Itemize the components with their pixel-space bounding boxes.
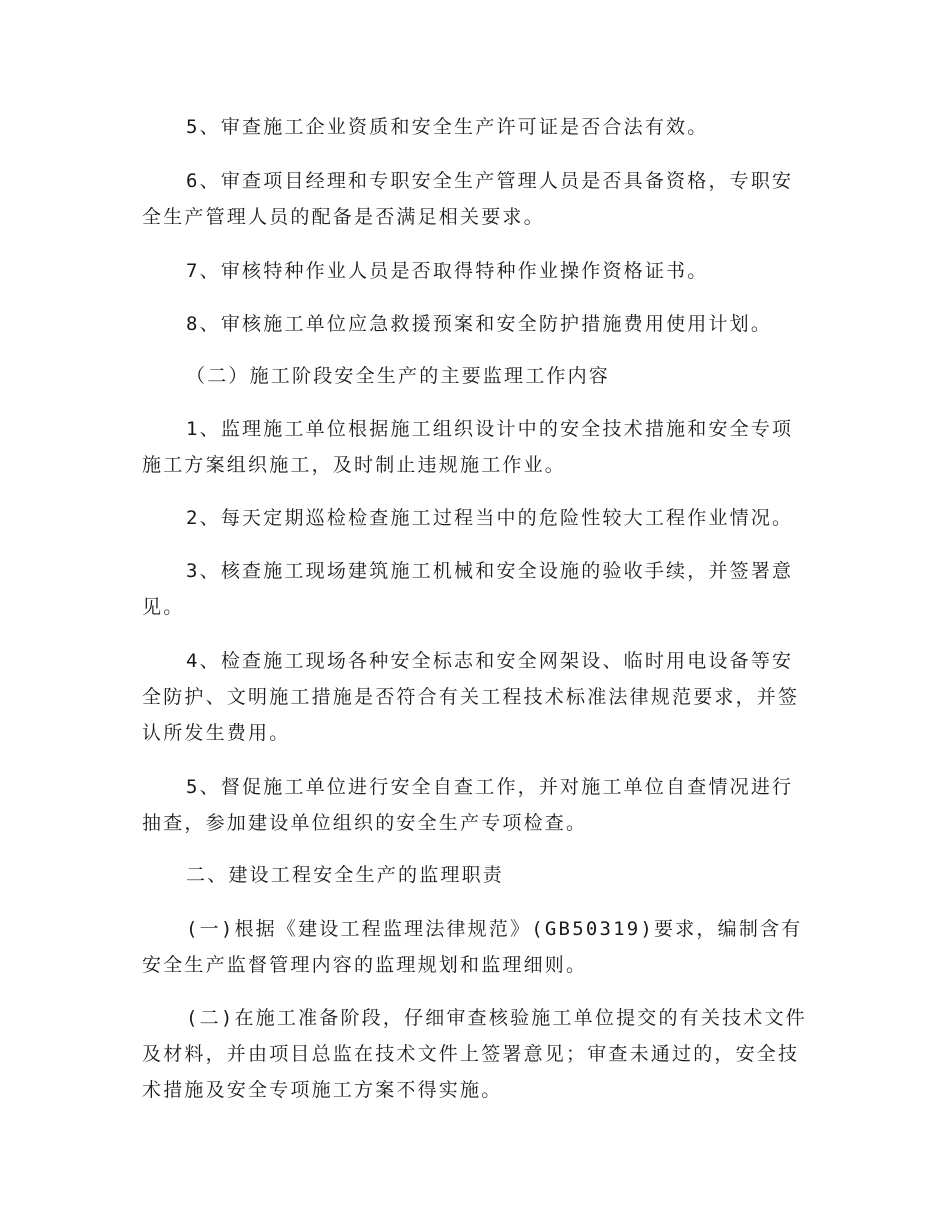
paragraph-self-inspection: 5、督促施工单位进行安全自查工作，并对施工单位自查情况进行抽查，参加建设单位组织的安全生产专项检查。 bbox=[142, 776, 794, 834]
paragraph-review-qualification: 5、审查施工企业资质和安全生产许可证是否合法有效。 bbox=[186, 116, 709, 138]
paragraph-daily-inspection: 2、每天定期巡检检查施工过程当中的危险性较大工程作业情况。 bbox=[186, 507, 794, 529]
paragraph-check-safety-signs: 4、检查施工现场各种安全标志和安全网架设、临时用电设备等安全防护、文明施工措施是否符合有关工程技术标准法律规范要求，并签认所发生费用。 bbox=[142, 650, 800, 744]
paragraph-special-workers: 7、审核特种作业人员是否取得特种作业操作资格证书。 bbox=[186, 260, 709, 282]
paragraph-emergency-plan: 8、审核施工单位应急救援预案和安全防护措施费用使用计划。 bbox=[186, 313, 773, 335]
paragraph-supervise-construction: 1、监理施工单位根据施工组织设计中的安全技术措施和安全专项施工方案组织施工，及时制止违规施工作业。 bbox=[142, 418, 794, 476]
paragraph-verify-machinery: 3、核查施工现场建筑施工机械和安全设施的验收手续，并签署意见。 bbox=[142, 560, 794, 618]
section-heading-construction-stage: （二）施工阶段安全生产的主要监理工作内容 bbox=[186, 365, 611, 387]
section-heading-duties: 二、建设工程安全生产的监理职责 bbox=[186, 864, 505, 886]
paragraph-preparation-stage: (二)在施工准备阶段，仔细审查核验施工单位提交的有关技术文件及材料，并由项目总监在技术文件上签署意见；审查未通过的，安全技术措施及安全专项施工方案不得实施。 bbox=[142, 1007, 807, 1101]
paragraph-review-manager: 6、审查项目经理和专职安全生产管理人员是否具备资格，专职安全生产管理人员的配备是否满足相关要求。 bbox=[142, 170, 794, 228]
paragraph-supervision-plan: (一)根据《建设工程监理法律规范》(GB50319)要求，编制含有安全生产监督管理内容的监理规划和监理细则。 bbox=[142, 918, 803, 976]
